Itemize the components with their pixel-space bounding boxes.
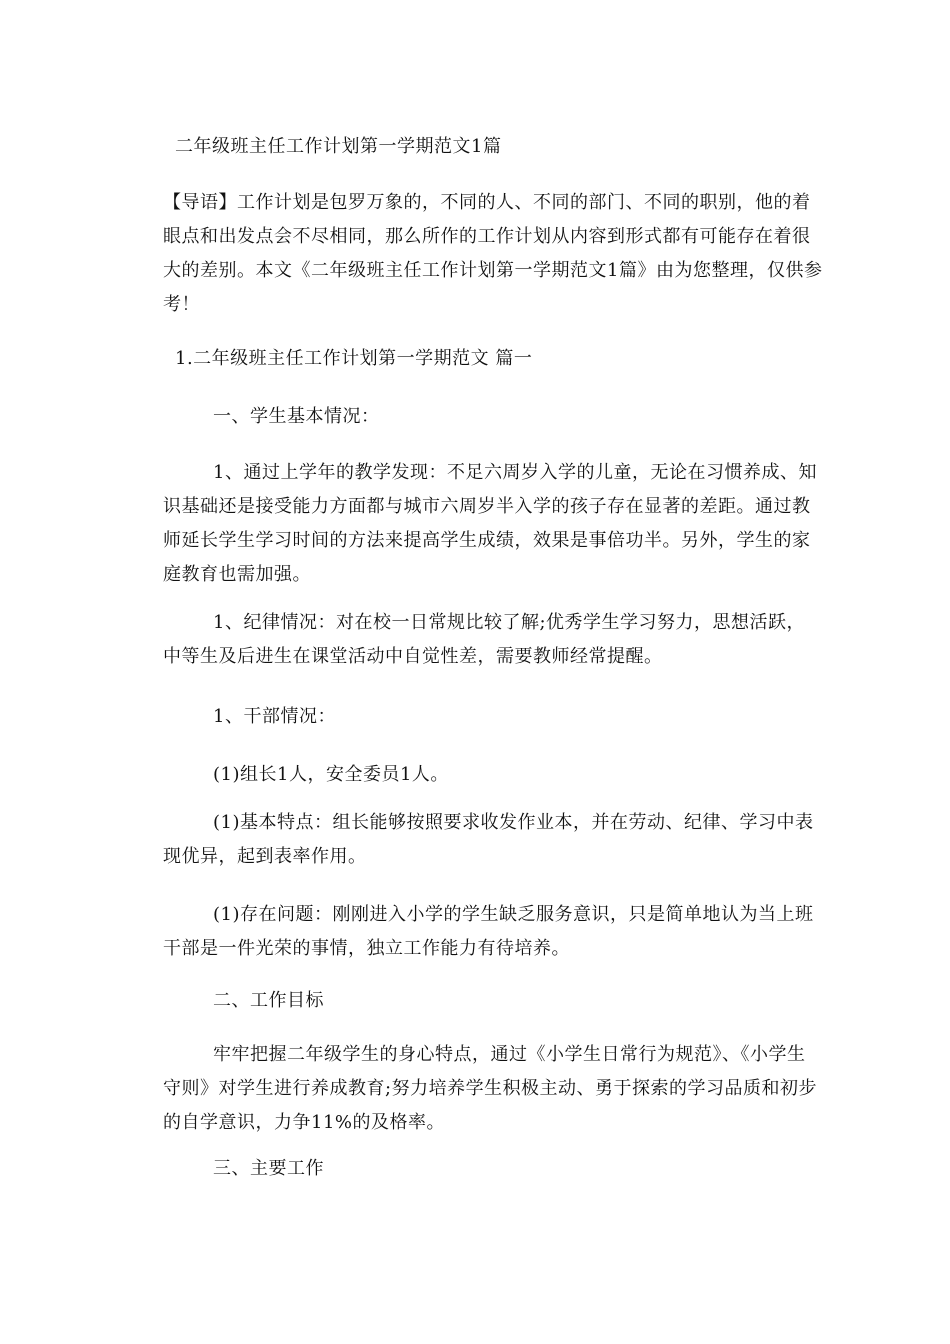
paragraph-discipline: 1、纪律情况：对在校一日常规比较了解;优秀学生学习努力，思想活跃，中等生及后进生在课堂活动中自觉性差，需要教师经常提醒。 xyxy=(163,612,806,667)
document-title: 二年级班主任工作计划第一学期范文1篇 xyxy=(175,136,502,157)
paragraph-work-goals: 牢牢把握二年级学生的身心特点，通过《小学生日常行为规范》、《小学生守则》对学生进行养成教育;努力培养学生积极主动、勇于探索的学习品质和初步的自学意识，力争11%的及格率。 xyxy=(163,1044,818,1133)
section-heading-1: 1.二年级班主任工作计划第一学期范文 篇一 xyxy=(175,348,533,369)
intro-paragraph: 【导语】工作计划是包罗万象的，不同的人、不同的部门、不同的职别，他的着眼点和出发点会不尽相同，那么所作的工作计划从内容到形式都有可能存在着很大的差别。本文《二年级班主任工作计划第一学期范文1篇》由为您整理，仅供参考！ xyxy=(163,192,823,315)
paragraph-cadre-heading: 1、干部情况： xyxy=(213,706,336,727)
paragraph-cadre-count: (1)组长1人，安全委员1人。 xyxy=(213,764,449,785)
paragraph-teaching-findings: 1、通过上学年的教学发现：不足六周岁入学的儿童，无论在习惯养成、知识基础还是接受能力方面都与城市六周岁半入学的孩子存在显著的差距。通过教师延长学生学习时间的方法来提高学生成绩，效果是事倍功半。另外，学生的家庭教育也需加强。 xyxy=(163,462,817,585)
subheading-main-work: 三、主要工作 xyxy=(213,1158,324,1179)
paragraph-basic-features: (1)基本特点：组长能够按照要求收发作业本，并在劳动、纪律、学习中表现优异，起到表率作用。 xyxy=(163,812,814,867)
paragraph-problems: (1)存在问题：刚刚进入小学的学生缺乏服务意识，只是简单地认为当上班干部是一件光荣的事情，独立工作能力有待培养。 xyxy=(163,904,814,959)
subheading-student-situation: 一、学生基本情况： xyxy=(213,406,380,427)
subheading-work-goals: 二、工作目标 xyxy=(213,990,324,1011)
